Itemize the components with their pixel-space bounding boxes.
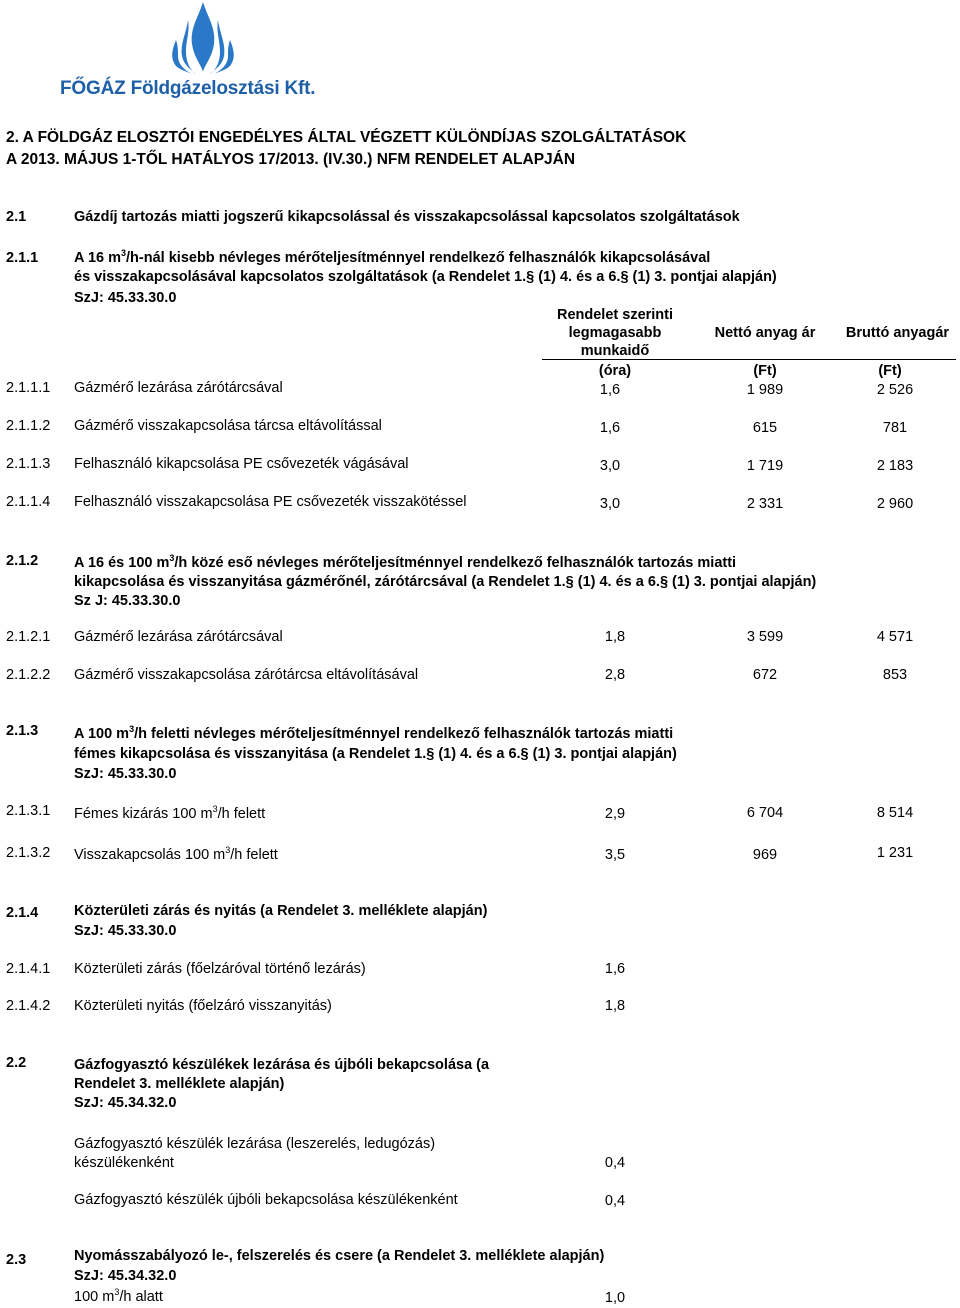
- document-title-line1: 2. A FÖLDGÁZ ELOSZTÓI ENGEDÉLYES ÁLTAL VÉGZETT KÜLÖNDÍJAS SZOLGÁLTATÁSOK: [6, 129, 687, 146]
- row-time: 1,8: [604, 998, 626, 1014]
- row-description: Felhasználó kikapcsolása PE csővezeték vágásával: [74, 456, 409, 472]
- row-gross: 781: [882, 420, 908, 436]
- document-title-line2: A 2013. MÁJUS 1-TŐL HATÁLYOS 17/2013. (IV.30.) NFM RENDELET ALAPJÁN: [6, 151, 576, 168]
- row-net: 615: [752, 420, 778, 436]
- row-net: 672: [752, 667, 778, 683]
- row-description: Gázmérő visszakapcsolása tárcsa eltávolítással: [74, 418, 382, 434]
- row-gross: 2 183: [876, 458, 914, 474]
- row-gross: 1 231: [876, 845, 914, 861]
- row-description: Gázmérő lezárása zárótárcsával: [74, 629, 283, 645]
- section-number: 2.1.4: [6, 905, 39, 921]
- row-time: 0,4: [604, 1193, 626, 1209]
- row-description: Közterületi zárás (főelzáróval történő lezárás): [74, 961, 366, 977]
- row-time: 2,9: [604, 806, 626, 822]
- section-number: 2.1: [6, 209, 27, 225]
- row-description: Fémes kizárás 100 $m^3/h$ felett: [74, 804, 266, 822]
- row-net: 1 989: [746, 382, 784, 398]
- szj-code: SzJ: 45.33.30.0: [74, 766, 177, 782]
- row-number: 2.1.1.4: [6, 494, 51, 510]
- szj-code: SzJ: 45.34.32.0: [74, 1095, 177, 1111]
- row-number: 2.1.2.2: [6, 667, 51, 683]
- header-divider: [542, 359, 956, 360]
- row-number: 2.1.1.1: [6, 380, 51, 396]
- column-unit-time: (óra): [598, 363, 632, 379]
- section-number: 2.1.1: [6, 250, 39, 266]
- row-description-line2: készülékenként: [74, 1155, 174, 1171]
- row-gross: 2 960: [876, 496, 914, 512]
- row-time: 1,6: [604, 961, 626, 977]
- row-description: Közterületi nyitás (főelzáró visszanyitás): [74, 998, 332, 1014]
- section-title-line2: és visszakapcsolásával kapcsolatos szolgáltatások (a Rendelet 1.§ (1) 4. és a 6.§ (1) 3. pontjai alapján): [74, 269, 777, 285]
- row-net: 2 331: [746, 496, 784, 512]
- row-gross: 2 526: [876, 382, 914, 398]
- row-net: 6 704: [746, 805, 784, 821]
- row-net: 1 719: [746, 458, 784, 474]
- row-time: 1,0: [604, 1290, 626, 1306]
- row-number: 2.1.4.1: [6, 961, 51, 977]
- row-description: Gázfogyasztó készülék újbóli bekapcsolása készülékenként: [74, 1192, 458, 1208]
- row-time: 3,5: [604, 847, 626, 863]
- section-title-line2: Rendelet 3. melléklete alapján): [74, 1076, 285, 1092]
- section-number: 2.3: [6, 1252, 27, 1268]
- section-number: 2.1.2: [6, 553, 39, 569]
- row-time: 1,6: [599, 420, 621, 436]
- row-time: 3,0: [599, 458, 621, 474]
- szj-code: SzJ: 45.33.30.0: [74, 923, 177, 939]
- row-number: 2.1.1.3: [6, 456, 51, 472]
- row-net: 969: [752, 847, 778, 863]
- section-title-line2: kikapcsolása és visszanyitása gázmérőnél, zárótárcsával (a Rendelet 1.§ (1) 4. és a 6.§ (1) 3. pontjai alapján): [74, 574, 817, 590]
- row-gross: 4 571: [876, 629, 914, 645]
- section-title-line1: Közterületi zárás és nyitás (a Rendelet 3. melléklete alapján): [74, 903, 488, 919]
- row-gross: 8 514: [876, 805, 914, 821]
- section-title-line1: Nyomásszabályozó le-, felszerelés és csere (a Rendelet 3. melléklete alapján): [74, 1248, 605, 1264]
- row-net: 3 599: [746, 629, 784, 645]
- row-number: 2.1.2.1: [6, 629, 51, 645]
- section-number: 2.1.3: [6, 723, 39, 739]
- section-title-line1: A 16 $m^3/h$-nál kisebb névleges mérőteljesítménnyel rendelkező felhasználók kikapcsolásával: [74, 248, 711, 266]
- szj-code: SzJ: 45.34.32.0: [74, 1268, 177, 1284]
- column-header-gross: Bruttó anyagár: [845, 325, 950, 341]
- section-title-line1: A 100 $m^3/h$ feletti névleges mérőteljesítménnyel rendelkező felhasználók tartozás miatti: [74, 724, 674, 742]
- section-title: Gázdíj tartozás miatti jogszerű kikapcsolással és visszakapcsolással kapcsolatos szolgáltatások: [74, 209, 740, 225]
- row-number: 2.1.3.2: [6, 845, 51, 861]
- row-time: 1,8: [604, 629, 626, 645]
- column-unit-net: (Ft): [753, 363, 777, 379]
- row-description-line1: Gázfogyasztó készülék lezárása (leszerelés, ledugózás): [74, 1136, 436, 1152]
- column-unit-gross: (Ft): [878, 363, 902, 379]
- row-number: 2.1.4.2: [6, 998, 51, 1014]
- section-title-line1: Gázfogyasztó készülékek lezárása és újbóli bekapcsolása (a: [74, 1057, 490, 1073]
- szj-code: Sz J: 45.33.30.0: [74, 593, 181, 609]
- section-number: 2.2: [6, 1055, 27, 1071]
- section-title-line1: A 16 és 100 $m^3/h$ közé eső névleges mérőteljesítménnyel rendelkező felhasználók tartozás miatti: [74, 553, 737, 571]
- column-header-net: Nettó anyag ár: [714, 325, 816, 341]
- column-header-time: Rendelet szerinti legmagasabb munkaidő: [556, 307, 674, 359]
- row-description: Felhasználó visszakapcsolása PE csővezeték visszakötéssel: [74, 494, 467, 510]
- row-description: Gázmérő lezárása zárótárcsával: [74, 380, 283, 396]
- row-description: 100 $m^3/h$ alatt: [74, 1287, 163, 1305]
- company-logo-text: FŐGÁZ Földgázelosztási Kft.: [60, 78, 316, 99]
- row-time: 1,6: [599, 382, 621, 398]
- row-time: 2,8: [604, 667, 626, 683]
- row-number: 2.1.1.2: [6, 418, 51, 434]
- row-time: 0,4: [604, 1155, 626, 1171]
- row-description: Visszakapcsolás 100 $m^3/h$ felett: [74, 845, 278, 863]
- row-number: 2.1.3.1: [6, 803, 51, 819]
- row-description: Gázmérő visszakapcsolása zárótárcsa eltávolításával: [74, 667, 419, 683]
- section-title-line2: fémes kikapcsolása és visszanyitása (a Rendelet 1.§ (1) 4. és a 6.§ (1) 3. pontjai alapján): [74, 746, 677, 762]
- row-gross: 853: [882, 667, 908, 683]
- row-time: 3,0: [599, 496, 621, 512]
- szj-code: SzJ: 45.33.30.0: [74, 290, 177, 306]
